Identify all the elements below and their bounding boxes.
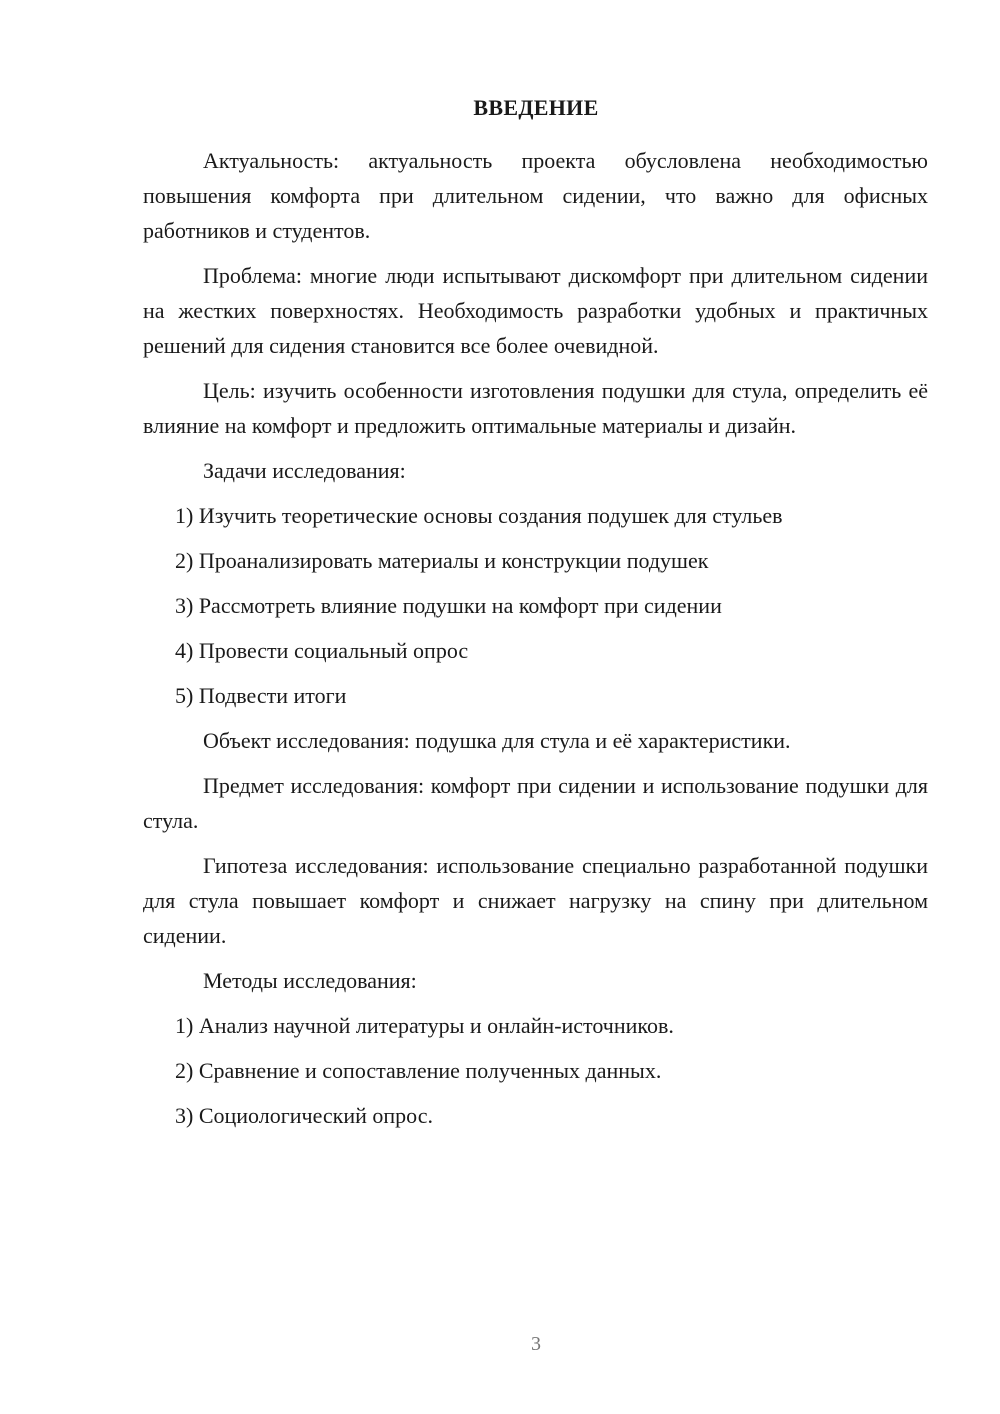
paragraph-object: Объект исследования: подушка для стула и её характеристики.: [203, 728, 791, 753]
task-item: 3) Рассмотреть влияние подушки на комфорт при сидении: [175, 593, 722, 618]
methods-heading: Методы исследования:: [203, 968, 417, 993]
paragraph-hypothesis: Гипотеза исследования: использование специально разработанной подушки для стула повышает комфорт и снижает нагрузку на спину при длительном сидении.: [143, 853, 928, 948]
paragraph-goal: Цель: изучить особенности изготовления подушки для стула, определить её влияние на комфорт и предложить оптимальные материалы и дизайн.: [143, 378, 928, 438]
task-item: 1) Изучить теоретические основы создания подушек для стульев: [175, 503, 783, 528]
page-number: 3: [531, 1333, 541, 1355]
task-item: 2) Проанализировать материалы и конструкции подушек: [175, 548, 709, 573]
task-item: 5) Подвести итоги: [175, 683, 347, 708]
paragraph-subject: Предмет исследования: комфорт при сидении и использование подушки для стула.: [143, 773, 928, 833]
method-item: 1) Анализ научной литературы и онлайн-источников.: [175, 1013, 674, 1038]
page-title: ВВЕДЕНИЕ: [473, 95, 599, 120]
document-body: [143, 143, 928, 1143]
paragraph-problem: Проблема: многие люди испытывают дискомфорт при длительном сидении на жестких поверхностях. Необходимость разработки удобных и практичных решений для сидения становится все более очевидной.: [143, 263, 928, 358]
paragraph-relevance: Актуальность: актуальность проекта обусловлена необходимостью повышения комфорта при длительном сидении, что важно для офисных работников и студентов.: [143, 148, 928, 243]
method-item: 3) Социологический опрос.: [175, 1103, 433, 1128]
task-item: 4) Провести социальный опрос: [175, 638, 469, 663]
tasks-heading: Задачи исследования:: [203, 458, 406, 483]
method-item: 2) Сравнение и сопоставление полученных данных.: [175, 1058, 662, 1083]
